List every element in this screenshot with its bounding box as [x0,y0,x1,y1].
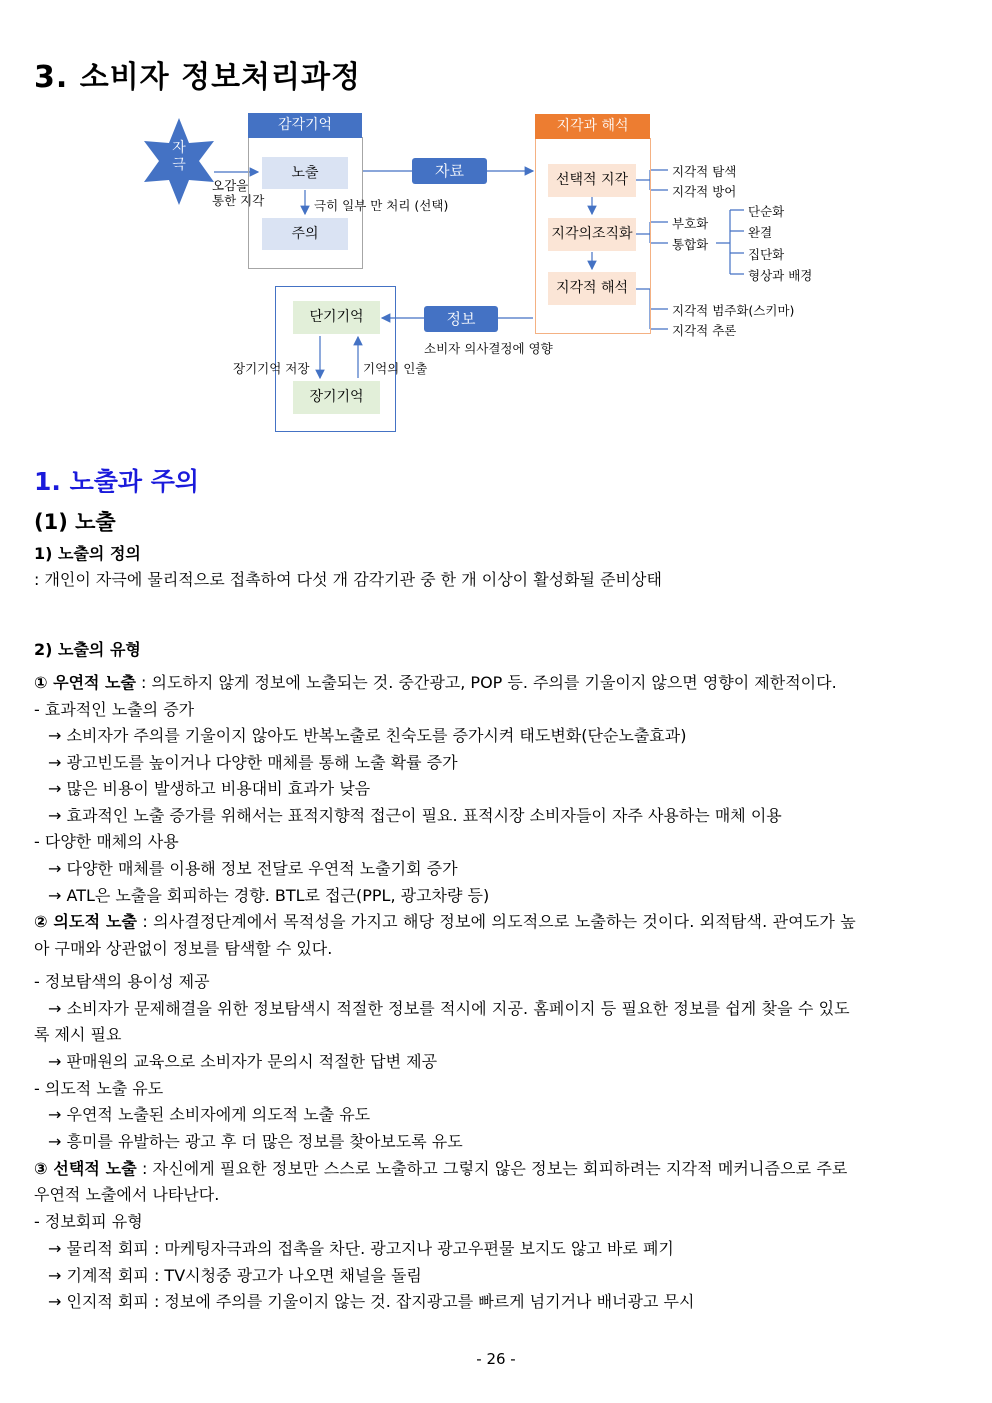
type1-text: : 의도하지 않게 정보에 노출되는 것. 중간광고, POP 등. 주의를 기울이지 않으면 영향이 제한적이다. [135,673,837,692]
senses-line1: 오감을 [212,178,249,193]
page-number: - 26 - [476,1350,516,1368]
heading-exposure-attention: 1. 노출과 주의 [34,467,200,496]
type3-line [34,1155,960,1182]
short-term-memory-box: 단기기억 [293,301,380,334]
type2-line [34,908,960,935]
categorization-label: 지각적 범주화(스키마) [672,303,795,318]
list-item: → 소비자가 문제해결을 위한 정보탐색시 적절한 정보를 적시에 지공. 홈페이지 등 필요한 정보를 쉽게 찾을 수 있도 [48,999,850,1018]
perceptual-search-label: 지각적 탐색 [672,164,737,179]
partial-processing-label: 극히 일부 만 처리 (선택) [314,198,449,213]
list-item: → 광고빈도를 높이거나 다양한 매체를 통해 노출 확률 증가 [48,753,458,772]
type2-title: ② 의도적 노출 [34,912,138,931]
info-pill: 정보 [424,306,498,332]
stimulus-label-bottom: 극 [172,157,186,173]
list-item: - 정보회피 유형 [34,1212,143,1231]
decision-influence-label: 소비자 의사결정에 영향 [424,341,553,356]
perceptual-interpretation-box: 지각적 해석 [548,272,636,305]
inference-label: 지각적 추론 [672,323,737,338]
list-item: → 기계적 회피 : TV시청중 광고가 나오면 채널을 돌림 [48,1266,422,1285]
selective-perception-box: 선택적 지각 [548,164,636,197]
list-item: - 정보탐색의 용이성 제공 [34,972,210,991]
list-item: → 판매원의 교육으로 소비자가 문의시 적절한 답변 제공 [48,1052,438,1071]
list-item: → 흥미를 유발하는 광고 후 더 많은 정보를 찾아보도록 유도 [48,1132,463,1151]
list-item: - 다양한 매체의 사용 [34,832,179,851]
type3-line2: 우연적 노출에서 나타난다. [34,1185,220,1204]
exposure-box: 노출 [262,157,348,189]
type1-title: ① 우연적 노출 [34,673,136,692]
closure-label: 완결 [748,225,773,240]
type1-line [34,669,960,696]
encoding-label: 부호화 [672,216,709,231]
type2-text: : 의사결정단계에서 목적성을 가지고 해당 정보에 의도적으로 노출하는 것이다. 외적탐색. 관여도가 높 [137,912,856,931]
list-item-cont: 록 제시 필요 [34,1025,122,1044]
perceptual-organization-box: 지각의조직화 [548,218,636,251]
heading-exposure: (1) 노출 [34,510,116,534]
list-item: → ATL은 노출을 회피하는 경향. BTL로 접근(PPL, 광고차량 등) [48,886,490,905]
list-item: → 많은 비용이 발생하고 비용대비 효과가 낮음 [48,779,371,798]
retrieval-label: 기억의 인출 [363,361,428,376]
section-title: 3. 소비자 정보처리과정 [34,60,361,95]
list-item: → 소비자가 주의를 기울이지 않아도 반복노출로 친숙도를 증가시켜 태도변화(단순노출효과) [48,726,687,745]
list-item: - 효과적인 노출의 증가 [34,700,195,719]
type3-text: : 자신에게 필요한 정보만 스스로 노출하고 그렇지 않은 정보는 회피하려는 지각적 메커니즘으로 주로 [136,1159,848,1178]
grouping-label: 집단화 [748,247,785,262]
list-item: → 물리적 회피 : 마케팅자극과의 접촉을 차단. 광고지나 광고우편물 보지도 않고 바로 폐기 [48,1239,674,1258]
stimulus-label-top: 자 [172,140,186,156]
type2-line2: 아 구매와 상관없이 정보를 탐색할 수 있다. [34,939,333,958]
figure-ground-label: 형상과 배경 [748,268,813,283]
definition-text: : 개인이 자극에 물리적으로 접촉하여 다섯 개 감각기관 중 한 개 이상이 활성화될 준비상태 [34,570,662,589]
sensory-memory-header: 감각기억 [248,113,362,138]
list-item: → 우연적 노출된 소비자에게 의도적 노출 유도 [48,1105,371,1124]
diagram-connectors [0,0,992,450]
senses-line2: 통한 지각 [212,193,265,208]
perception-header: 지각과 해석 [535,114,650,139]
data-pill: 자료 [412,158,487,184]
heading-definition: 1) 노출의 정의 [34,544,141,563]
integration-label: 통합화 [672,237,709,252]
list-item: → 다양한 매체를 이용해 정보 전달로 우연적 노출기회 증가 [48,859,458,878]
long-term-store-label: 장기기억 저장 [233,361,310,376]
perceptual-defense-label: 지각적 방어 [672,184,737,199]
long-term-memory-box: 장기기억 [293,381,380,414]
list-item: - 의도적 노출 유도 [34,1079,164,1098]
attention-box: 주의 [262,218,348,250]
type3-title: ③ 선택적 노출 [34,1159,137,1178]
list-item: → 인지적 회피 : 정보에 주의를 기울이지 않는 것. 잡지광고를 빠르게 넘기거나 배너광고 무시 [48,1292,695,1311]
simplification-label: 단순화 [748,204,785,219]
list-item: → 효과적인 노출 증가를 위해서는 표적지향적 접근이 필요. 표적시장 소비자들이 자주 사용하는 매체 이용 [48,806,782,825]
heading-types: 2) 노출의 유형 [34,640,141,659]
